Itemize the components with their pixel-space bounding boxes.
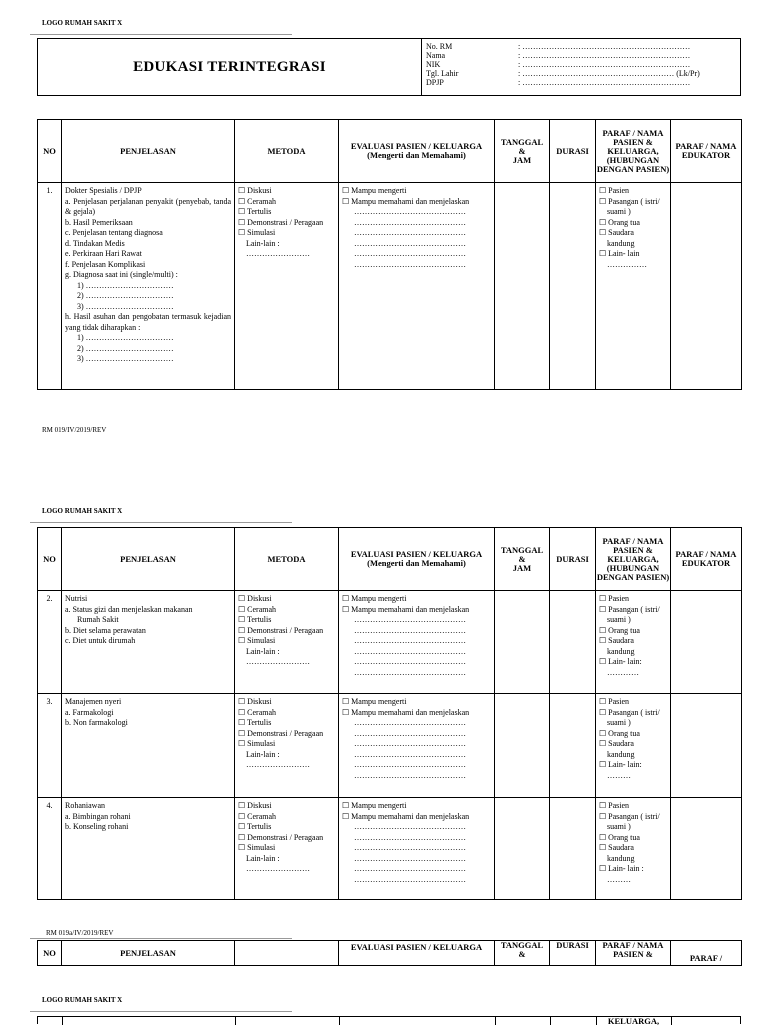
col-no: NO [38,120,62,183]
col-paraf-pasien-partial: KELUARGA, [607,1016,660,1026]
penjelasan-cell [62,591,235,694]
checkbox-orang-tua[interactable]: ☐ Orang tua [599,832,640,842]
education-table-3-header [37,940,742,966]
checkbox-demonstrasi[interactable]: ☐ Demonstrasi / Peragaan [238,832,324,842]
evaluasi-line[interactable]: …………………………………… [354,207,466,216]
checkbox-simulasi[interactable]: ☐ Simulasi [238,228,276,237]
lain-lain-label: Lain-lain : [246,853,280,863]
table-header-row [38,528,742,591]
durasi-cell[interactable] [550,798,596,900]
checkbox-pasien[interactable]: ☐ Pasien [599,186,630,195]
col-penjelasan: PENJELASAN [62,941,235,966]
checkbox-demonstrasi[interactable]: ☐ Demonstrasi / Peragaan [238,728,324,738]
field-label-tgl-lahir: Tgl. Lahir [426,69,459,78]
evaluasi-line[interactable]: …………………………………… [354,749,466,759]
col-paraf-pasien: PARAF / NAMA PASIEN & KELUARGA, (HUBUNGAN DENGAN PASIEN) [596,528,671,591]
evaluasi-line[interactable]: …………………………………… [354,822,466,831]
tanggal-jam-cell[interactable] [495,183,550,390]
col-evaluasi: EVALUASI PASIEN / KELUARGA (Mengerti dan Memahami) [339,120,495,183]
evaluasi-line[interactable]: …………………………………… [354,874,466,884]
durasi-cell[interactable] [550,591,596,694]
pasangan-continued: suami ) [607,615,631,624]
education-table-1 [37,119,742,390]
evaluasi-line[interactable]: …………………………………… [354,228,466,237]
checkbox-mampu-menjelaskan[interactable]: ☐ Mampu memahami dan menjelaskan [342,707,470,717]
evaluasi-line[interactable]: …………………………………… [354,718,466,727]
saudara-continued: kandung [607,853,635,863]
checkbox-simulasi[interactable]: ☐ Simulasi [238,843,276,852]
lain-lain-field[interactable]: …………… [607,259,647,269]
table-row [38,591,742,694]
evaluasi-line[interactable]: …………………………………… [354,864,466,873]
evaluasi-line[interactable]: …………………………………… [354,832,466,842]
field-label-nama: Nama [426,51,446,60]
lain-lain-label: Lain-lain : [246,646,280,656]
metoda-cell [235,798,339,900]
list-item: a. Bimbingan rohani [65,811,131,821]
checkbox-saudara[interactable]: ☐ Saudara [599,843,634,852]
checkbox-orang-tua[interactable]: ☐ Orang tua [599,217,640,227]
checkbox-diskusi[interactable]: ☐ Diskusi [238,594,272,603]
lain-lain-field[interactable]: …………………… [246,760,310,769]
evaluasi-line[interactable]: …………………………………… [354,238,466,248]
hospital-logo-text: LOGO RUMAH SAKIT X [42,996,123,1004]
pasangan-continued: suami ) [607,207,631,216]
col-paraf-pasien: PARAF / NAMA PASIEN & KELUARGA, (HUBUNGAN DENGAN PASIEN) [596,120,671,183]
checkbox-diskusi[interactable]: ☐ Diskusi [238,186,272,195]
evaluasi-line[interactable]: …………………………………… [354,217,466,227]
col-evaluasi: EVALUASI PASIEN / KELUARGA [339,941,495,966]
checkbox-mampu-menjelaskan[interactable]: ☐ Mampu memahami dan menjelaskan [342,196,470,206]
evaluasi-cell [339,591,495,694]
evaluasi-line[interactable]: …………………………………… [354,657,466,666]
checkbox-mampu-mengerti[interactable]: ☐ Mampu mengerti [342,594,407,603]
row-number: 4. [38,798,62,900]
checkbox-tertulis[interactable]: ☐ Tertulis [238,718,272,727]
checkbox-ceramah[interactable]: ☐ Ceramah [238,196,277,206]
col-paraf-edukator: PARAF / [671,941,742,966]
table-row [38,694,742,798]
col-metoda: METODA [235,120,339,183]
logo-underline [30,938,292,939]
col-no: NO [38,941,62,966]
checkbox-saudara[interactable]: ☐ Saudara [599,636,634,645]
saudara-continued: kandung [607,749,635,759]
col-durasi: DURASI [550,941,596,966]
row-number: 2. [38,591,62,694]
lain-lain-field[interactable]: …………………… [246,657,310,666]
logo-underline [30,1011,292,1012]
checkbox-ceramah[interactable]: ☐ Ceramah [238,604,277,614]
col-penjelasan: PENJELASAN [62,120,235,183]
list-item: a. Farmakologi [65,707,114,717]
col-paraf-edukator: PARAF / NAMA EDUKATOR [671,528,742,591]
checkbox-simulasi[interactable]: ☐ Simulasi [238,636,276,645]
list-item: h. Hasil asuhan dan pengobatan termasuk kejadian yang tidak diharapkan : [65,312,231,332]
list-item: e. Perkiraan Hari Rawat [65,249,142,258]
col-tanggal-jam: TANGGAL & [495,941,550,966]
saudara-continued: kandung [607,238,635,248]
list-item: b. Non farmakologi [65,718,128,727]
checkbox-simulasi[interactable]: ☐ Simulasi [238,739,276,748]
row-number: 1. [38,183,62,390]
paraf-pasien-cell [596,694,671,798]
table-row [38,798,742,900]
hospital-logo-text: LOGO RUMAH SAKIT X [42,507,123,515]
col-evaluasi: EVALUASI PASIEN / KELUARGA (Mengerti dan Memahami) [339,528,495,591]
lain-lain-label: Lain-lain : [246,238,280,248]
checkbox-lain-lain[interactable]: ☐ Lain- lain: [599,657,642,666]
checkbox-lain-lain[interactable]: ☐ Lain- lain: [599,760,642,769]
field-label-no-rm: No. RM [426,42,453,51]
col-paraf-pasien: PARAF / NAMA PASIEN & [596,941,671,966]
checkbox-lain-lain[interactable]: ☐ Lain- lain : [599,864,644,873]
col-tanggal-jam: TANGGAL & JAM [495,120,550,183]
tanggal-jam-cell[interactable] [495,694,550,798]
checkbox-mampu-menjelaskan[interactable]: ☐ Mampu memahami dan menjelaskan [342,811,470,821]
field-value-nama[interactable]: : ……………………………………………………… [518,51,691,60]
evaluasi-line[interactable]: …………………………………… [354,770,466,780]
form-header [37,38,741,96]
list-item: c. Diet untuk dirumah [65,636,136,645]
checkbox-mampu-menjelaskan[interactable]: ☐ Mampu memahami dan menjelaskan [342,604,470,614]
list-item: Rumah Sakit [77,615,119,624]
col-durasi: DURASI [550,120,596,183]
evaluasi-line[interactable]: …………………………………… [354,615,466,624]
list-item: a. Penjelasan perjalanan penyakit (penyebab, tanda & gejala) [65,196,231,216]
penjelasan-cell [62,694,235,798]
checkbox-pasangan[interactable]: ☐ Pasangan ( istri/ [599,196,660,206]
checkbox-diskusi[interactable]: ☐ Diskusi [238,697,272,706]
checkbox-mampu-mengerti[interactable]: ☐ Mampu mengerti [342,801,407,810]
table-row [38,183,742,390]
hospital-logo-text: LOGO RUMAH SAKIT X [42,19,123,27]
list-item: b. Konseling rohani [65,822,129,831]
logo-underline [30,34,292,35]
metoda-cell [235,183,339,390]
metoda-cell [235,591,339,694]
saudara-continued: kandung [607,646,635,656]
penjelasan-title: Rohaniawan [65,801,105,810]
list-item: b. Hasil Pemeriksaan [65,217,133,227]
penjelasan-cell [62,183,235,390]
list-subitem[interactable]: 2) …………………………… [77,343,174,353]
checkbox-tertulis[interactable]: ☐ Tertulis [238,822,272,831]
list-item: a. Status gizi dan menjelaskan makanan [65,604,193,614]
paraf-pasien-cell [596,183,671,390]
evaluasi-line[interactable]: …………………………………… [354,636,466,645]
list-subitem[interactable]: 1) …………………………… [77,280,174,290]
evaluasi-line[interactable]: …………………………………… [354,843,466,852]
evaluasi-cell [339,798,495,900]
checkbox-pasangan[interactable]: ☐ Pasangan ( istri/ [599,604,660,614]
evaluasi-line[interactable]: …………………………………… [354,739,466,748]
evaluasi-line[interactable]: …………………………………… [354,667,466,677]
list-subitem[interactable]: 3) …………………………… [77,301,174,311]
tanggal-jam-cell[interactable] [495,591,550,694]
metoda-cell [235,694,339,798]
paraf-edukator-cell[interactable] [671,183,742,390]
field-value-no-rm[interactable]: : ……………………………………………………… [518,42,691,51]
field-label-nik: NIK [426,60,441,69]
form-title: EDUKASI TERINTEGRASI [133,59,326,75]
col-metoda: METODA [235,528,339,591]
tanggal-jam-cell[interactable] [495,798,550,900]
lain-lain-label: Lain-lain : [246,749,280,759]
field-value-dpjp[interactable]: : ……………………………………………………… [518,78,691,87]
form-title-cell [38,39,422,96]
evaluasi-line[interactable]: …………………………………… [354,853,466,863]
education-table-4-top [37,1016,741,1024]
logo-underline [30,522,292,523]
checkbox-orang-tua[interactable]: ☐ Orang tua [599,625,640,635]
table-header-row [38,941,742,966]
list-subitem[interactable]: 2) …………………………… [77,291,174,300]
checkbox-demonstrasi[interactable]: ☐ Demonstrasi / Peragaan [238,217,324,227]
revision-code: RM 019/IV/2019/REV [42,426,107,434]
paraf-edukator-cell[interactable] [671,591,742,694]
table-header-row [38,120,742,183]
checkbox-saudara[interactable]: ☐ Saudara [599,739,634,748]
lain-lain-field[interactable]: ……… [607,874,631,884]
evaluasi-line[interactable]: …………………………………… [354,646,466,656]
checkbox-demonstrasi[interactable]: ☐ Demonstrasi / Peragaan [238,625,324,635]
lain-lain-field[interactable]: ………… [607,667,639,677]
evaluasi-line[interactable]: …………………………………… [354,728,466,738]
checkbox-lain-lain[interactable]: ☐ Lain- lain [599,249,640,258]
durasi-cell[interactable] [550,694,596,798]
col-penjelasan: PENJELASAN [62,528,235,591]
patient-info [422,39,741,96]
checkbox-orang-tua[interactable]: ☐ Orang tua [599,728,640,738]
penjelasan-title: Nutrisi [65,594,88,603]
col-paraf-edukator: PARAF / NAMA EDUKATOR [671,120,742,183]
durasi-cell[interactable] [550,183,596,390]
checkbox-ceramah[interactable]: ☐ Ceramah [238,811,277,821]
col-metoda [235,941,339,966]
penjelasan-title: Dokter Spesialis / DPJP [65,186,142,195]
checkbox-pasien[interactable]: ☐ Pasien [599,697,630,706]
field-label-dpjp: DPJP [426,78,444,87]
revision-code: RM 019a/IV/2019/REV [46,929,114,937]
list-item: g. Diagnosa saat ini (single/multi) : [65,270,178,279]
checkbox-tertulis[interactable]: ☐ Tertulis [238,615,272,624]
checkbox-tertulis[interactable]: ☐ Tertulis [238,207,272,216]
list-item: f. Penjelasan Komplikasi [65,259,146,269]
evaluasi-cell [339,183,495,390]
col-tanggal-jam: TANGGAL & JAM [495,528,550,591]
paraf-edukator-cell[interactable] [671,798,742,900]
col-no: NO [38,528,62,591]
paraf-pasien-cell [596,798,671,900]
checkbox-pasangan[interactable]: ☐ Pasangan ( istri/ [599,707,660,717]
pasangan-continued: suami ) [607,718,631,727]
field-value-nik[interactable]: : ……………………………………………………… [518,60,691,69]
list-subitem[interactable]: 1) …………………………… [77,333,174,342]
evaluasi-line[interactable]: …………………………………… [354,249,466,258]
paraf-pasien-cell [596,591,671,694]
paraf-edukator-cell[interactable] [671,694,742,798]
penjelasan-cell [62,798,235,900]
penjelasan-title: Manajemen nyeri [65,697,122,706]
row-number: 3. [38,694,62,798]
checkbox-mampu-mengerti[interactable]: ☐ Mampu mengerti [342,186,407,195]
list-item: c. Penjelasan tentang diagnosa [65,228,163,237]
list-item: d. Tindakan Medis [65,238,125,248]
lain-lain-field[interactable]: …………………… [246,864,310,873]
checkbox-ceramah[interactable]: ☐ Ceramah [238,707,277,717]
evaluasi-line[interactable]: …………………………………… [354,760,466,769]
checkbox-pasien[interactable]: ☐ Pasien [599,801,630,810]
evaluasi-line[interactable]: …………………………………… [354,259,466,269]
list-subitem[interactable]: 3) …………………………… [77,354,174,363]
col-durasi: DURASI [550,528,596,591]
lain-lain-field[interactable]: …………………… [246,249,310,258]
lain-lain-field[interactable]: ……… [607,770,631,780]
checkbox-pasien[interactable]: ☐ Pasien [599,594,630,603]
list-item: b. Diet selama perawatan [65,625,146,635]
evaluasi-line[interactable]: …………………………………… [354,625,466,635]
education-table-2 [37,527,742,900]
checkbox-saudara[interactable]: ☐ Saudara [599,228,634,237]
pasangan-continued: suami ) [607,822,631,831]
checkbox-pasangan[interactable]: ☐ Pasangan ( istri/ [599,811,660,821]
checkbox-diskusi[interactable]: ☐ Diskusi [238,801,272,810]
evaluasi-cell [339,694,495,798]
field-value-tgl-lahir[interactable]: : ………………………………………………… (Lk/Pr) [518,69,700,78]
checkbox-mampu-mengerti[interactable]: ☐ Mampu mengerti [342,697,407,706]
